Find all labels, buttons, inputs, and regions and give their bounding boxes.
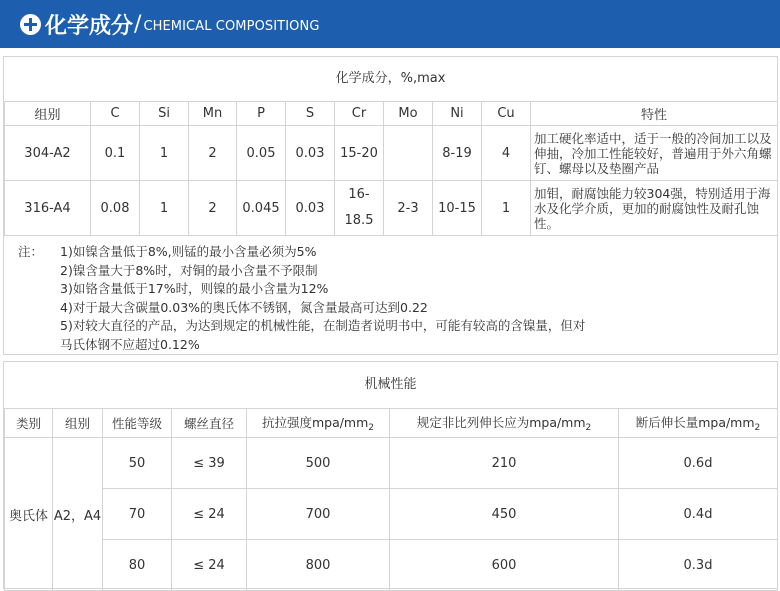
tensile-cell: 800	[247, 540, 390, 591]
column-header	[247, 409, 390, 438]
column-header-text: 断后伸长量mpa/mm	[635, 415, 755, 430]
unit-subscript: 2	[585, 423, 592, 433]
note-text: 1)如镍含量低于8%,则锰的最小含量必须为5%	[60, 244, 317, 259]
column-header: 特性	[531, 102, 778, 126]
composition-title: 化学成分，%,max	[335, 71, 446, 86]
copper-cell: 1	[482, 181, 531, 236]
note-text: 3)如铬含量低于17%时，则镍的最小含量为12%	[60, 281, 329, 296]
column-header: P	[237, 102, 286, 126]
note-line	[18, 262, 767, 281]
column-header: 类别	[5, 409, 53, 438]
group-cell: A2，A4	[53, 438, 103, 591]
diameter-cell: ≤ 39	[172, 438, 247, 489]
elongation-cell: 0.4d	[619, 489, 778, 540]
group-cell: 316-A4	[5, 181, 91, 236]
tensile-cell: 500	[247, 438, 390, 489]
table-row	[5, 540, 778, 591]
column-header: 螺丝直径	[172, 409, 247, 438]
column-header: 组别	[53, 409, 103, 438]
notes-label: 注：	[18, 244, 44, 259]
section-title: 化学成分	[45, 13, 134, 39]
group-cell: 304-A2	[5, 126, 91, 181]
column-header-text: 规定非比列伸长应为mpa/mm	[416, 415, 586, 430]
composition-panel	[3, 56, 778, 355]
composition-table	[4, 101, 778, 236]
unit-subscript: 2	[754, 423, 761, 433]
column-header: Cu	[482, 102, 531, 126]
note-text: 马氏体钢不应超过0.12%	[60, 336, 200, 352]
table-row	[5, 438, 778, 489]
mechanical-header-row	[5, 409, 778, 438]
plus-circle-icon	[20, 14, 41, 35]
note-line	[18, 299, 767, 318]
phosphorus-cell: 0.05	[237, 126, 286, 181]
chromium-cell	[335, 181, 384, 236]
mechanical-panel	[3, 361, 778, 589]
manganese-cell: 2	[189, 181, 237, 236]
grade-cell: 80	[103, 540, 172, 591]
nickel-cell: 10-15	[433, 181, 482, 236]
yield-cell: 450	[390, 489, 619, 540]
column-header: Mn	[189, 102, 237, 126]
note-text: 4)对于最大含碳量0.03%的奥氏体不锈钢，氮含量最高可达到0.22	[60, 299, 428, 315]
chromium-value-bottom: 18.5	[344, 213, 374, 228]
manganese-cell: 2	[189, 126, 237, 181]
carbon-cell: 0.1	[91, 126, 140, 181]
mechanical-title: 机械性能	[364, 377, 417, 392]
column-header: C	[91, 102, 140, 126]
elongation-cell: 0.6d	[619, 438, 778, 489]
sulfur-cell: 0.03	[286, 181, 335, 236]
chromium-value-top: 16-	[348, 187, 370, 202]
silicon-cell: 1	[140, 126, 189, 181]
column-header-text: 抗拉强度mpa/mm	[261, 415, 369, 430]
sulfur-cell: 0.03	[286, 126, 335, 181]
property-cell: 加工硬化率适中，适于一般的冷间加工以及伸抽，冷加工性能较好，普遍用于外六角螺钉、螺母以及垫圈产品	[531, 126, 778, 181]
composition-notes	[18, 243, 767, 354]
note-text: 2)镍含量大于8%时，对铜的最小含量不予限制	[60, 262, 318, 278]
note-line	[18, 336, 767, 355]
yield-cell: 210	[390, 438, 619, 489]
yield-cell: 600	[390, 540, 619, 591]
composition-header-row	[5, 102, 778, 126]
molybdenum-cell: 2-3	[384, 181, 433, 236]
column-header: Cr	[335, 102, 384, 126]
column-header: Si	[140, 102, 189, 126]
column-header: Mo	[384, 102, 433, 126]
elongation-cell: 0.3d	[619, 540, 778, 591]
column-header: Ni	[433, 102, 482, 126]
section-header	[0, 0, 780, 48]
mechanical-table	[4, 408, 778, 591]
diameter-cell: ≤ 24	[172, 540, 247, 591]
grade-cell: 50	[103, 438, 172, 489]
category-cell: 奥氏体	[5, 438, 53, 591]
chromium-cell: 15-20	[335, 126, 384, 181]
column-header	[390, 409, 619, 438]
column-header: 组别	[5, 102, 91, 126]
silicon-cell: 1	[140, 181, 189, 236]
table-row	[5, 126, 778, 181]
molybdenum-cell	[384, 126, 433, 181]
grade-cell: 70	[103, 489, 172, 540]
column-header: 性能等级	[103, 409, 172, 438]
title-separator: /	[134, 11, 142, 37]
property-cell: 加钼，耐腐蚀能力较304强，特别适用于海水及化学介质，更加的耐腐蚀性及耐孔蚀性。	[531, 181, 778, 236]
column-header	[619, 409, 778, 438]
note-line	[18, 317, 767, 336]
nickel-cell: 8-19	[433, 126, 482, 181]
note-line	[18, 280, 767, 299]
section-subtitle: CHEMICAL COMPOSITIONG	[143, 18, 320, 34]
table-row	[5, 181, 778, 236]
table-row	[5, 489, 778, 540]
note-line	[18, 243, 767, 262]
column-header: S	[286, 102, 335, 126]
carbon-cell: 0.08	[91, 181, 140, 236]
note-text: 5)对较大直径的产品，为达到规定的机械性能，在制造者说明书中，可能有较高的含镍量，但对	[60, 318, 586, 333]
tensile-cell: 700	[247, 489, 390, 540]
phosphorus-cell: 0.045	[237, 181, 286, 236]
unit-subscript: 2	[368, 423, 375, 433]
diameter-cell: ≤ 24	[172, 489, 247, 540]
copper-cell: 4	[482, 126, 531, 181]
